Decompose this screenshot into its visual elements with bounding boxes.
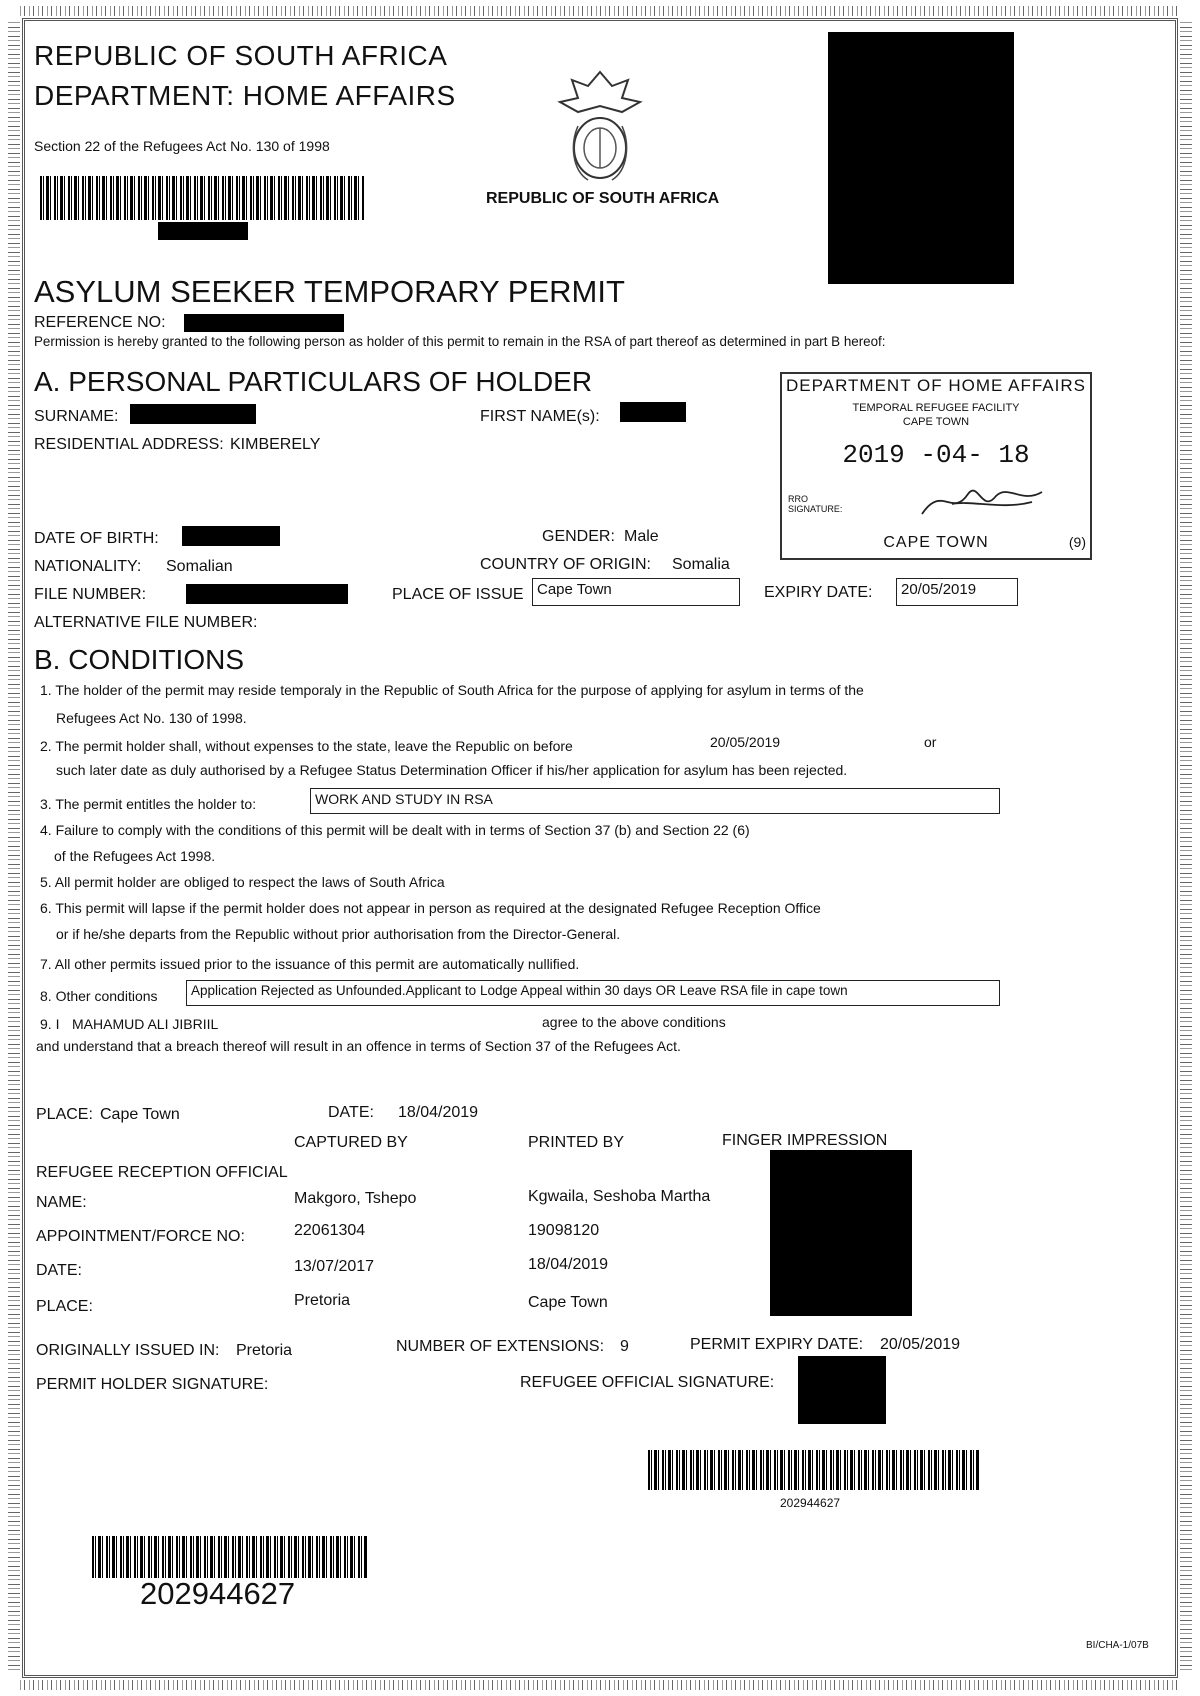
stamp-facility: TEMPORAL REFUGEE FACILITY <box>852 402 1020 414</box>
official-signature-redaction <box>798 1356 886 1424</box>
extensions-value: 9 <box>620 1338 629 1355</box>
holder-signature-label: PERMIT HOLDER SIGNATURE: <box>36 1376 269 1393</box>
alt-file-number-label: ALTERNATIVE FILE NUMBER: <box>34 614 258 631</box>
official-signature-label: REFUGEE OFFICIAL SIGNATURE: <box>520 1374 775 1391</box>
surname-label: SURNAME: <box>34 408 119 425</box>
nationality-value: Somalian <box>166 558 233 575</box>
first-name-label: FIRST NAME(s): <box>480 408 600 425</box>
stamp-code: (9) <box>1068 534 1086 550</box>
printed-place: Cape Town <box>528 1294 608 1311</box>
barcode-right <box>648 1450 980 1490</box>
section-b-title: B. CONDITIONS <box>34 644 245 675</box>
scan-edge-bottom <box>20 1680 1180 1690</box>
section-a-title: A. PERSONAL PARTICULARS OF HOLDER <box>34 366 593 397</box>
condition-7: 7. All other permits issued prior to the issuance of this permit are automatically nullified. <box>40 956 580 972</box>
condition-2: 2. The permit holder shall, without expenses to the state, leave the Republic on before <box>40 738 573 754</box>
address-value: KIMBERELY <box>230 436 321 453</box>
header-barcode <box>40 176 364 220</box>
condition-2-date: 20/05/2019 <box>710 734 781 750</box>
printed-name: Kgwaila, Seshoba Martha <box>528 1188 711 1205</box>
fingerprint-redaction <box>770 1150 912 1316</box>
condition-3: 3. The permit entitles the holder to: <box>40 796 257 812</box>
redaction-block <box>158 222 248 240</box>
stamp-department: DEPARTMENT OF HOME AFFAIRS <box>786 376 1086 395</box>
gender-label: GENDER: <box>542 528 615 545</box>
dob-label: DATE OF BIRTH: <box>34 530 159 547</box>
place2-label: PLACE: <box>36 1298 93 1315</box>
condition-2-or: or <box>924 734 937 750</box>
nationality-label: NATIONALITY: <box>34 558 142 575</box>
condition-9-cont: and understand that a breach thereof will result in an offence in terms of Section 37 of the Refugees Act. <box>36 1038 681 1054</box>
condition-1-cont: Refugees Act No. 130 of 1998. <box>56 710 247 726</box>
reference-redaction <box>184 314 344 332</box>
scan-edge-right <box>1180 20 1192 1670</box>
country-origin-label: COUNTRY OF ORIGIN: <box>480 556 651 573</box>
captured-name: Makgoro, Tshepo <box>294 1190 417 1207</box>
originally-issued-label: ORIGINALLY ISSUED IN: <box>36 1342 220 1359</box>
official-heading: REFUGEE RECEPTION OFFICIAL <box>36 1164 288 1181</box>
finger-impression-heading: FINGER IMPRESSION <box>722 1132 888 1149</box>
file-number-label: FILE NUMBER: <box>34 586 147 603</box>
stamp-date: 2019 -04- 18 <box>842 440 1030 470</box>
condition-9-agree: agree to the above conditions <box>542 1014 726 1030</box>
permit-title: ASYLUM SEEKER TEMPORARY PERMIT <box>34 274 625 309</box>
signoff-date-value: 18/04/2019 <box>398 1104 479 1121</box>
country-heading: REPUBLIC OF SOUTH AFRICA <box>34 40 448 71</box>
stamp-city: CAPE TOWN <box>883 534 989 551</box>
first-name-redaction <box>620 402 686 422</box>
captured-by-heading: CAPTURED BY <box>294 1134 408 1151</box>
stamp-signature-label: SIGNATURE: <box>788 504 843 514</box>
date2-label: DATE: <box>36 1262 82 1279</box>
condition-2-cont: such later date as duly authorised by a Refugee Status Determination Officer if his/her application for asylum has been rejected. <box>56 762 848 778</box>
coat-of-arms-icon <box>548 66 652 186</box>
expiry-date-field: 20/05/2019 <box>896 578 1018 606</box>
permit-expiry-value: 20/05/2019 <box>880 1336 961 1353</box>
barcode-left <box>92 1536 368 1578</box>
gender-value: Male <box>624 528 659 545</box>
signoff-place-value: Cape Town <box>100 1106 180 1123</box>
form-code: BI/CHA-1/07B <box>1086 1640 1149 1651</box>
signoff-place-label: PLACE: <box>36 1106 93 1123</box>
surname-redaction <box>130 404 256 424</box>
extensions-label: NUMBER OF EXTENSIONS: <box>396 1338 605 1355</box>
dob-redaction <box>182 526 280 546</box>
expiry-date-label: EXPIRY DATE: <box>764 584 873 601</box>
name-label: NAME: <box>36 1194 87 1211</box>
place-of-issue-field: Cape Town <box>532 578 740 606</box>
barcode-left-number: 202944627 <box>140 1576 296 1611</box>
originally-issued-value: Pretoria <box>236 1342 293 1359</box>
captured-appointment: 22061304 <box>294 1222 366 1239</box>
permission-text: Permission is hereby granted to the following person as holder of this permit to remain in the RSA of part thereof as determined in part B hereof: <box>34 334 886 349</box>
condition-9-prefix: 9. I <box>40 1016 60 1032</box>
office-stamp <box>780 372 1092 560</box>
stamp-city-small: CAPE TOWN <box>902 416 970 428</box>
scan-edge-top <box>20 6 1180 16</box>
department-heading: DEPARTMENT: HOME AFFAIRS <box>34 80 456 111</box>
condition-5: 5. All permit holder are obliged to respect the laws of South Africa <box>40 874 445 890</box>
condition-8: 8. Other conditions <box>40 988 158 1004</box>
appointment-label: APPOINTMENT/FORCE NO: <box>36 1228 245 1245</box>
file-number-redaction <box>186 584 348 604</box>
photo-redaction <box>828 32 1014 284</box>
stamp-signature-icon <box>912 474 1052 524</box>
condition-4-cont: of the Refugees Act 1998. <box>54 848 216 864</box>
printed-by-heading: PRINTED BY <box>528 1134 625 1151</box>
barcode-right-number: 202944627 <box>780 1496 841 1510</box>
printed-appointment: 19098120 <box>528 1222 600 1239</box>
condition-6-cont: or if he/she departs from the Republic without prior authorisation from the Director-General. <box>56 926 621 942</box>
condition-6: 6. This permit will lapse if the permit holder does not appear in person as required at the designated Refugee Reception Office <box>40 900 821 916</box>
country-origin-value: Somalia <box>672 556 730 573</box>
permit-expiry-label: PERMIT EXPIRY DATE: <box>690 1336 864 1353</box>
condition-9-name: MAHAMUD ALI JIBRIIL <box>72 1016 219 1032</box>
reference-label: REFERENCE NO: <box>34 314 166 331</box>
printed-date: 18/04/2019 <box>528 1256 609 1273</box>
stamp-rro: RRO <box>788 494 808 504</box>
scan-edge-left <box>8 20 20 1670</box>
address-label: RESIDENTIAL ADDRESS: <box>34 436 224 453</box>
condition-1: 1. The holder of the permit may reside temporaly in the Republic of South Africa for the purpose of applying for asylum in terms of the <box>40 682 864 698</box>
act-reference: Section 22 of the Refugees Act No. 130 of 1998 <box>34 138 330 154</box>
crest-caption: REPUBLIC OF SOUTH AFRICA <box>486 190 720 207</box>
condition-3-field: WORK AND STUDY IN RSA <box>310 788 1000 814</box>
condition-8-field: Application Rejected as Unfounded.Applicant to Lodge Appeal within 30 days OR Leave RSA file in cape town <box>186 980 1000 1006</box>
place-of-issue-label: PLACE OF ISSUE <box>392 586 524 603</box>
captured-date: 13/07/2017 <box>294 1258 375 1275</box>
signoff-date-label: DATE: <box>328 1104 374 1121</box>
captured-place: Pretoria <box>294 1292 351 1309</box>
condition-4: 4. Failure to comply with the conditions of this permit will be dealt with in terms of Section 37 (b) and Section 22 (6) <box>40 822 750 838</box>
